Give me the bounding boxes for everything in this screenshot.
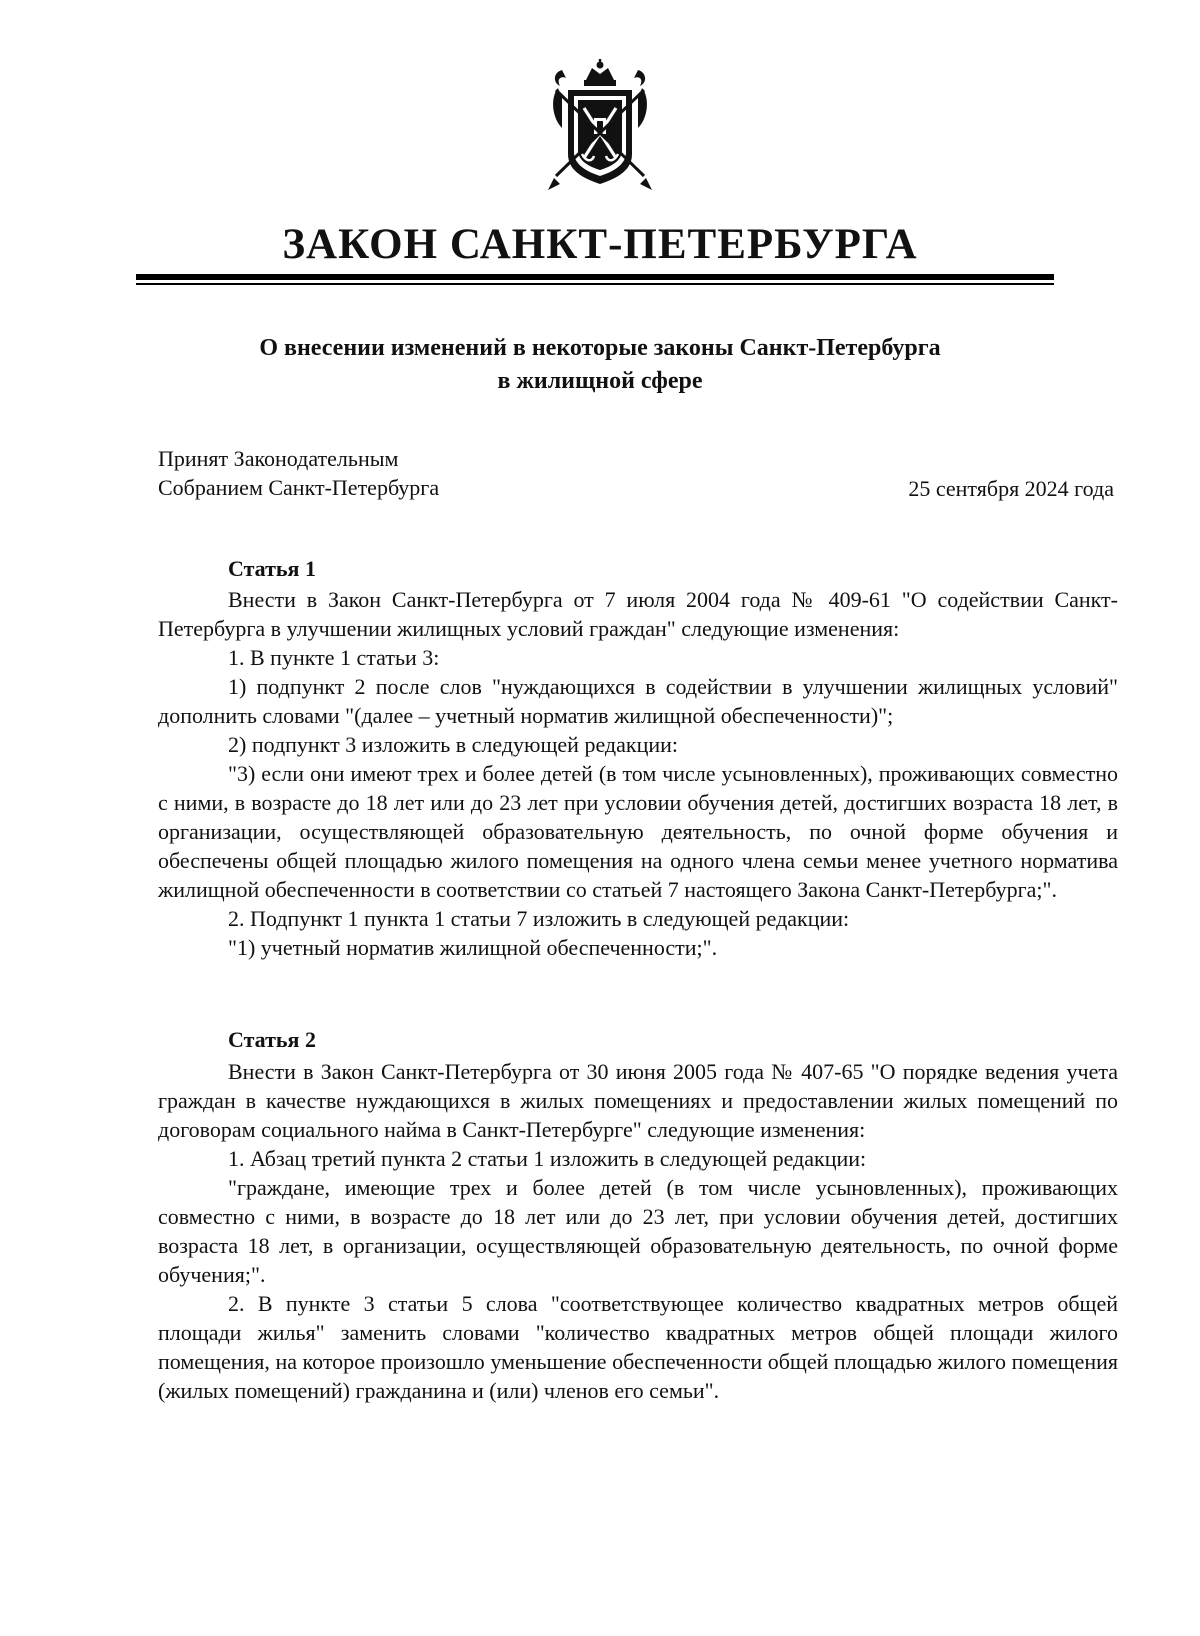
paragraph: "3) если они имеют трех и более детей (в том числе усыновленных), проживающих совместно с ними, в возрасте до 18 лет или до 23 лет при условии обучения детей, достигших возраста 18 лет, в организации, осуществляющей образовательную деятельность, по очной форме обучения и обеспечены общей площадью жилого помещения на одного члена семьи менее учетного норматива жилищной обеспеченности в соответствии со статьей 7 настоящего Закона Санкт-Петербурга;". bbox=[158, 761, 1118, 902]
paragraph: Внести в Закон Санкт-Петербурга от 30 июня 2005 года № 407-65 "О порядке ведения учета граждан в качестве нуждающихся в жилых помещениях и предоставлении жилых помещений по договорам социального найма в Санкт-Петербурге" следующие изменения: bbox=[158, 1059, 1118, 1142]
title-rule-thin bbox=[136, 283, 1054, 285]
law-subject-line: в жилищной сфере bbox=[497, 368, 703, 394]
paragraph: 2. В пункте 3 статьи 5 слова "соответствующее количество квадратных метров общей площади жилья" заменить словами "количество квадратных метров общей площади жилого помещения, на которое произошло уменьшение обеспеченности общей площадью жилого помещения (жилых помещений) гражданина и (или) членов его семьи". bbox=[158, 1291, 1118, 1403]
article-1-body bbox=[158, 585, 1118, 962]
adoption-statement bbox=[158, 444, 439, 502]
paragraph: 1. В пункте 1 статьи 3: bbox=[228, 645, 440, 670]
article-2-body bbox=[158, 1057, 1118, 1405]
paragraph: 1) подпункт 2 после слов "нуждающихся в содействии в улучшении жилищных условий" дополнить словами "(далее – учетный норматив жилищной обеспеченности)"; bbox=[158, 674, 1118, 728]
paragraph: 1. Абзац третий пункта 2 статьи 1 изложить в следующей редакции: bbox=[228, 1146, 867, 1171]
article-1-title: Статья 1 bbox=[228, 556, 316, 581]
coat-of-arms-icon bbox=[540, 58, 660, 198]
law-subject bbox=[150, 332, 1050, 398]
title-rule-thick bbox=[136, 274, 1054, 280]
adoption-date: 25 сентября 2024 года bbox=[908, 476, 1114, 501]
adoption-line: Собранием Санкт-Петербурга bbox=[158, 475, 440, 500]
paragraph: 2. Подпункт 1 пункта 1 статьи 7 изложить в следующей редакции: bbox=[228, 906, 850, 931]
law-subject-line: О внесении изменений в некоторые законы Санкт-Петербурга bbox=[259, 335, 941, 361]
paragraph: Внести в Закон Санкт-Петербурга от 7 июля 2004 года № 409-61 "О содействии Санкт-Петербурга в улучшении жилищных условий граждан" следующие изменения: bbox=[158, 587, 1118, 641]
article-2-title: Статья 2 bbox=[228, 1027, 316, 1052]
paragraph: "1) учетный норматив жилищной обеспеченности;". bbox=[228, 935, 718, 960]
document-title: ЗАКОН САНКТ-ПЕТЕРБУРГА bbox=[282, 221, 918, 268]
paragraph: 2) подпункт 3 изложить в следующей редакции: bbox=[228, 732, 679, 757]
adoption-line: Принят Законодательным bbox=[158, 446, 399, 471]
paragraph: "граждане, имеющие трех и более детей (в том числе усыновленных), проживающих совместно с ними, в возрасте до 18 лет или до 23 лет, при условии обучения детей, достигших возраста 18 лет, в организации, осуществляющей образовательную деятельность, по очной форме обучения;". bbox=[158, 1175, 1118, 1287]
